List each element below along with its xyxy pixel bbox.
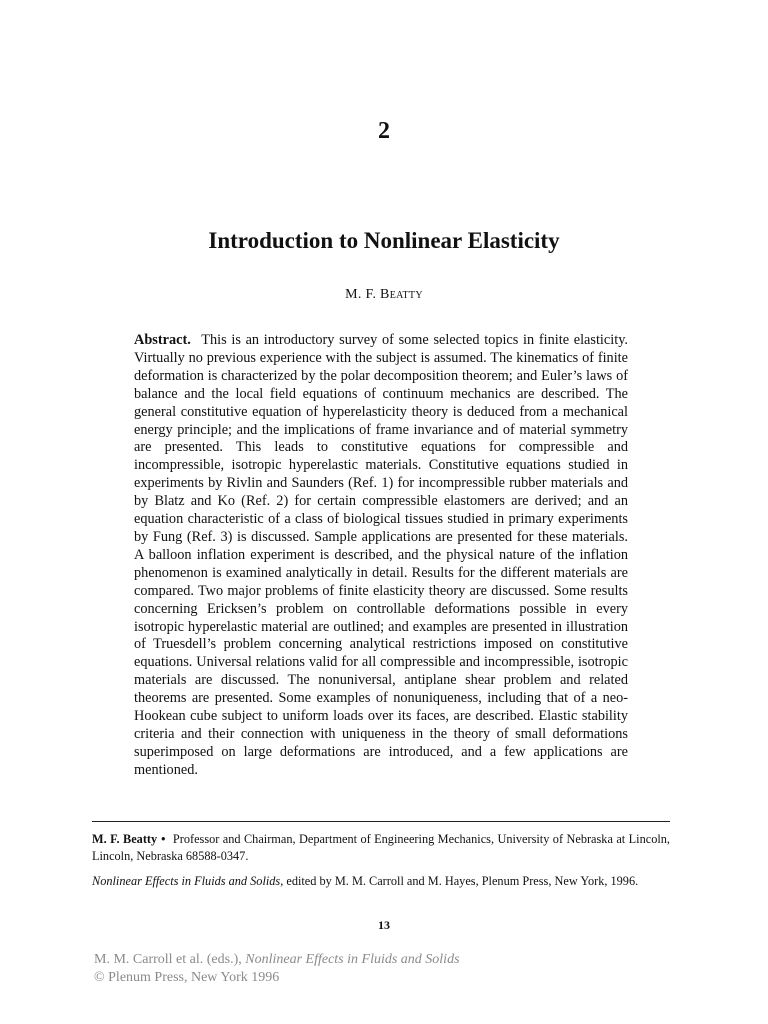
chapter-title: Introduction to Nonlinear Elasticity: [208, 228, 560, 253]
chapter-number: 2: [378, 118, 390, 144]
abstract: [134, 332, 628, 780]
footnote-divider: [92, 821, 670, 822]
footnote-source-details: , edited by M. M. Carroll and M. Hayes, Plenum Press, New York, 1996.: [280, 874, 639, 888]
copyright-stamp-line-1: [94, 950, 460, 970]
stamp-editors: M. M. Carroll et al. (eds.),: [94, 952, 246, 967]
stamp-book-title: Nonlinear Effects in Fluids and Solids: [245, 952, 460, 967]
footnote-author-name: M. F. Beatty: [92, 832, 158, 846]
footnote-book-title: Nonlinear Effects in Fluids and Solids: [92, 874, 281, 888]
author-name: M. F. Beatty: [345, 287, 423, 302]
copyright-stamp-line-2: © Plenum Press, New York 1996: [94, 970, 280, 985]
source-footnote: [92, 873, 670, 890]
abstract-text: This is an introductory survey of some selected topics in finite elasticity. Virtually no previous experience with the subject is assumed. The kinematics of finite deformation is characterized by the polar decomposition theorem; and Euler’s laws of balance and the local field equations of continuum mechanics are described. The general constitutive equation of hyperelasticity theory is deduced from a mechanical energy principle; and the implications of frame invariance and of material symmetry are presented. This leads to constitutive equations for compressible and incompressible, isotropic hyperelastic materials. Constitutive equations studied in experiments by Rivlin and Saunders (Ref. 1) for incompressible rubber materials and by Blatz and Ko (Ref. 2) for certain compressible elastomers are derived; and an equation characteristic of a class of biological tissues studied in primary experiments by Fung (Ref. 3) is discussed. Sample applications are presented for these materials. A balloon inflation experiment is described, and the physical nature of the inflation phenomenon is examined analytically in detail. Results for the different materials are compared. Two major problems of finite elasticity theory are discussed. Some results concerning Ericksen’s problem on controllable deformations possible in every isotropic hyperelastic material are outlined; and examples are presented in illustration of Truesdell’s problem concerning analytical restrictions imposed on constitutive equations. Universal relations valid for all compressible and incompressible, isotropic materials are discussed. The nonuniversal, antiplane shear problem and related theorems are presented. Some examples of nonuniqueness, including that of a neo-Hookean cube subject to uniform loads over its faces, are described. Elastic stability criteria and their connection with uniqueness in the theory of small deformations superimposed on large deformations are introduced, and a few applications are mentioned.: [134, 332, 628, 778]
footnote-author-affiliation: Professor and Chairman, Department of Engineering Mechanics, University of Nebraska at Lincoln, Lincoln, Nebraska 68588-0347.: [92, 832, 670, 864]
bullet-icon: •: [161, 832, 166, 846]
page-number: 13: [378, 918, 390, 932]
abstract-label: Abstract.: [134, 332, 191, 348]
author-footnote: [92, 831, 670, 866]
